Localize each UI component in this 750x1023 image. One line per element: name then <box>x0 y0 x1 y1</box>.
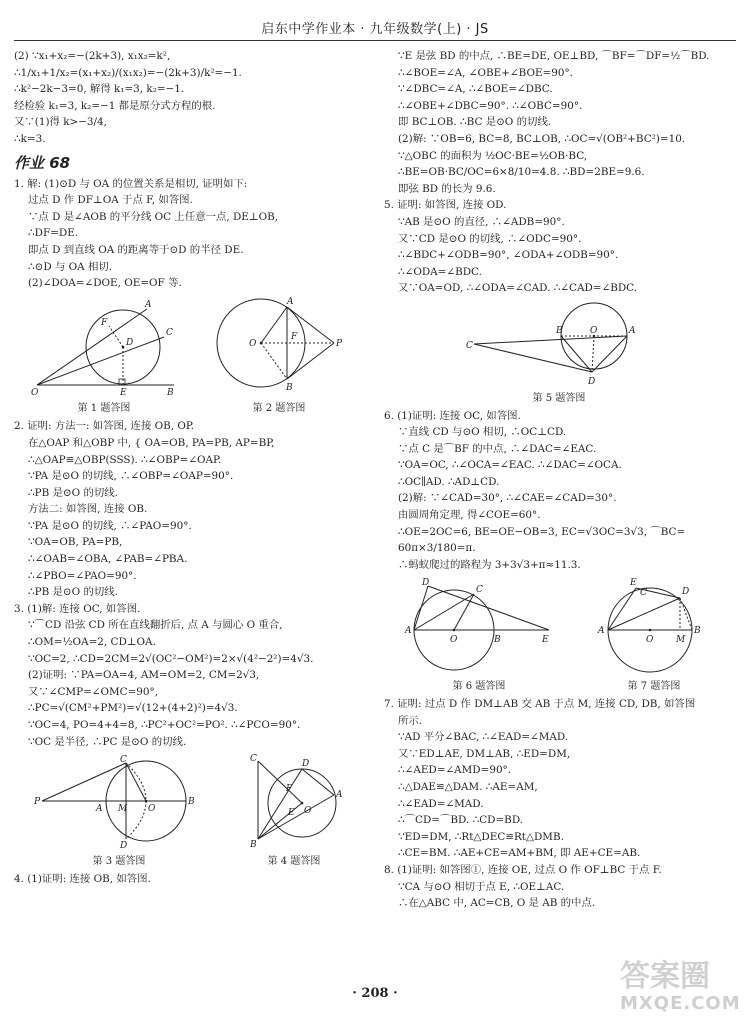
text-line: ∵∠DBC=∠A, ∴∠BOE=∠DBC. <box>398 83 553 96</box>
figure-1 <box>29 295 179 416</box>
svg-text:O: O <box>450 635 458 646</box>
text-line: ∵CA 与⊙O 相切于点 E, ∴OE⊥AC. <box>398 880 565 893</box>
svg-text:O: O <box>249 338 257 349</box>
svg-text:D: D <box>682 587 690 598</box>
text-line: ∴k²−2k−3=0, 解得 k₁=3, k₂=−1. <box>14 83 185 96</box>
text-line: ∴PC=√(CM²+PM²)=√(12+(4+2)²)=4√3. <box>28 702 238 715</box>
text-line: ∴∠OAB=∠OBA, ∠PAB=∠PBA. <box>28 553 188 566</box>
svg-text:M: M <box>118 804 128 815</box>
svg-text:B: B <box>556 325 563 336</box>
text-line: (2)解: ∵∠CAD=30°, ∴∠CAE=∠CAD=30°. <box>398 492 617 505</box>
figure-row-1-2 <box>14 295 364 416</box>
svg-text:B: B <box>250 840 257 850</box>
text-line: ∴∠OBE+∠DBC=90°. ∴∠OBC=90°. <box>398 99 583 112</box>
svg-text:O: O <box>646 635 654 646</box>
figure-2 <box>209 295 349 416</box>
svg-text:D: D <box>588 376 596 386</box>
svg-text:C: C <box>250 754 257 765</box>
svg-text:O: O <box>31 387 39 397</box>
figure-row-6-7 <box>384 576 734 693</box>
svg-text:A: A <box>336 790 343 801</box>
figure-3-diagram <box>34 753 204 849</box>
text-line: 又∵ED⊥AE, DM⊥AB, ∴ED=DM, <box>398 747 571 760</box>
figure-6 <box>404 576 554 693</box>
svg-text:E: E <box>542 635 549 646</box>
svg-text:C: C <box>640 588 647 599</box>
text-line: ∴⊙D 与 OA 相切. <box>28 260 113 273</box>
text-line: 又∵OA=OD, ∴∠ODA=∠CAD. ∴∠CAD=∠BDC. <box>398 282 638 295</box>
svg-text:A: A <box>629 325 636 336</box>
text-line: ∵AD 平分∠BAC, ∴∠EAD=∠MAD. <box>398 731 569 744</box>
svg-text:D: D <box>126 337 134 348</box>
right-column <box>384 48 734 912</box>
text-line: ∵PA 是⊙O 的切线, ∴∠OBP=∠OAP=90°. <box>28 470 234 483</box>
text-line: ∴△DAE≌△DAM. ∴AE=AM, <box>398 781 538 793</box>
text-line: ∴∠AED=∠AMD=90°. <box>398 764 512 777</box>
figure-6-diagram <box>404 576 554 674</box>
svg-text:B: B <box>494 635 501 646</box>
svg-text:C: C <box>466 340 473 351</box>
text-line: 6. (1)证明: 连接 OC, 如答图. <box>384 409 521 422</box>
text-line: (2)∠DOA=∠DOE, OE=OF 等. <box>28 277 182 290</box>
figure-3 <box>34 753 204 868</box>
figure-5-diagram <box>464 300 654 386</box>
watermark-text-top: 答案圈 <box>620 959 710 994</box>
text-line: ∵OA=OC, ∴∠OCA=∠EAC. ∴∠DAC=∠OCA. <box>398 459 622 472</box>
text-line: ∵AB 是⊙O 的直径, ∴∠ADB=90°. <box>398 215 565 228</box>
watermark-logo <box>620 961 740 1017</box>
figure-7-caption: 第 7 题答图 <box>627 681 681 693</box>
running-header: 启东中学作业本 · 九年级数学(上) · JS <box>261 22 489 37</box>
text-line: 即点 D 到直线 OA 的距离等于⊙D 的半径 DE. <box>28 243 244 256</box>
text-line: ∴BE=OB·BC/OC=6×8/10=4.8. ∴BD=2BE=9.6. <box>398 166 645 179</box>
text-line: ∵OA=OB, PA=PB, <box>28 536 123 549</box>
text-line: ∴⌒CD=⌒BD. ∴CD=BD. <box>398 814 524 827</box>
svg-text:O: O <box>590 325 598 336</box>
svg-text:F: F <box>101 317 108 328</box>
svg-text:O: O <box>304 806 312 817</box>
svg-text:A: A <box>405 626 412 637</box>
text-line: 又∵CD 是⊙O 的切线, ∴∠ODC=90°. <box>398 232 582 245</box>
text-line: 方法二: 如答图, 连接 OB. <box>28 503 148 516</box>
text-line: 4. (1)证明: 连接 OB, 如答图. <box>14 872 151 885</box>
text-line: 即 BC⊥OB. ∴BC 是⊙O 的切线. <box>398 116 552 129</box>
text-line: (2)解: ∵OB=6, BC=8, BC⊥OB, ∴OC=√(OB²+BC²)=10. <box>398 132 686 145</box>
figure-row-5 <box>384 300 734 405</box>
svg-text:B: B <box>694 626 701 637</box>
text-line: ∴∠ODA=∠BDC. <box>398 265 482 278</box>
text-line: 又∵∠CMP=∠OMC=90°, <box>28 685 159 698</box>
svg-text:D: D <box>302 759 310 770</box>
prev-answer-block <box>14 48 364 148</box>
text-line: ∵E 是弦 BD 的中点, ∴BE=DE, OE⊥BD, ⌒BF=⌒DF=½⌒BD. <box>398 50 710 62</box>
text-line: ∵ED=DM, ∴Rt△DEC≌Rt△DMB. <box>398 830 564 843</box>
svg-text:E: E <box>630 578 637 589</box>
page-number: · 208 · <box>352 986 398 1001</box>
question-6-block <box>384 408 734 574</box>
svg-text:E: E <box>288 808 295 819</box>
figure-1-diagram <box>29 295 179 397</box>
left-column <box>14 48 364 887</box>
figure-5 <box>464 300 654 405</box>
text-line: 在△OAP 和△OBP 中, { OA=OB, PA=PB, AP=BP, <box>28 436 275 449</box>
text-line: ∴k=3. <box>14 132 46 145</box>
svg-text:A: A <box>598 626 605 637</box>
svg-text:D: D <box>120 841 128 850</box>
svg-text:E: E <box>120 387 127 397</box>
svg-text:F: F <box>291 331 298 342</box>
svg-text:B: B <box>286 382 293 393</box>
text-line: ∴∠EAD=∠MAD. <box>398 797 484 810</box>
text-line: 经检验 k₁=3, k₂=−1 都是原分式方程的根. <box>14 99 216 112</box>
svg-text:A: A <box>287 296 294 307</box>
figure-4-caption: 第 4 题答图 <box>267 855 321 867</box>
figure-3-caption: 第 3 题答图 <box>92 855 146 867</box>
text-line: 2. 证明: 方法一: 如答图, 连接 OB, OP. <box>14 420 195 433</box>
text-line: ∴1/x₁+1/x₂=(x₁+x₂)/(x₁x₂)=−(2k+3)/k²=−1. <box>14 66 242 79</box>
question-2-3-block <box>14 418 364 750</box>
text-line: ∴PB 是⊙O 的切线. <box>28 486 118 499</box>
text-line: 5. 证明: 如答图, 连接 OD. <box>384 199 507 212</box>
text-line: 由圆周角定理, 得∠COE=60°. <box>398 509 541 522</box>
figure-6-caption: 第 6 题答图 <box>452 681 506 693</box>
text-line: ∴在△ABC 中, AC=CB, O 是 AB 的中点. <box>398 897 596 910</box>
text-line: ∴∠BOE=∠A, ∠OBE+∠BOE=90°. <box>398 66 573 79</box>
svg-text:A: A <box>96 804 103 815</box>
text-line: ∴PB 是⊙O 的切线. <box>28 586 118 599</box>
text-line: (2)证明: ∵PA=OA=4, AM=OM=2, CM=2√3, <box>28 669 260 682</box>
text-line: ∴∠BDC+∠ODB=90°, ∠ODA+∠ODB=90°. <box>398 249 619 262</box>
svg-text:F: F <box>286 784 293 795</box>
text-line: 又∵(1)得 k>−3/4, <box>14 116 107 129</box>
text-line: ∵点 C 是⌒BF 的中点, ∴∠DAC=∠EAC. <box>398 442 597 455</box>
text-line: ∵OC=2, ∴CD=2CM=2√(OC²−OM²)=2×√(4²−2²)=4√3. <box>28 652 314 665</box>
text-line: 3. (1)解: 连接 OC, 如答图. <box>14 602 141 615</box>
text-line: ∴OM=½OA=2, CD⊥OA. <box>28 636 156 649</box>
svg-text:B: B <box>167 387 174 397</box>
figure-row-3-4 <box>14 753 364 868</box>
text-line: ∴△OAP≌△OBP(SSS). ∴∠OBP=∠OAP. <box>28 453 222 466</box>
text-line: ∵OC=4, PO=4+4=8, ∴PC²+OC²=PO². ∴∠PCO=90°. <box>28 719 301 731</box>
text-line: 8. (1)证明: 如答图①, 连接 OE, 过点 O 作 OF⊥BC 于点 F. <box>384 863 662 876</box>
text-line: ∴DF=DE. <box>28 227 79 240</box>
watermark-text-bottom: MXQE.COM <box>620 993 741 1014</box>
svg-text:B: B <box>188 797 195 808</box>
text-line: 过点 D 作 DF⊥OA 于点 F, 如答图. <box>28 194 193 207</box>
text-line: ∵直线 CD 与⊙O 相切, ∴OC⊥CD. <box>398 426 567 439</box>
homework-title: 作业 68 <box>14 153 71 172</box>
svg-text:D: D <box>422 578 430 589</box>
svg-text:P: P <box>34 797 41 808</box>
text-line: 即弦 BD 的长为 9.6. <box>398 182 496 195</box>
figure-7 <box>594 576 714 693</box>
header-rule <box>14 40 736 41</box>
text-line: 60π×3/180=π. <box>398 542 476 555</box>
svg-text:P: P <box>336 338 343 349</box>
figure-2-diagram <box>209 295 349 397</box>
figure-2-caption: 第 2 题答图 <box>252 403 306 415</box>
figure-1-caption: 第 1 题答图 <box>77 403 131 415</box>
question-7-8-block <box>384 696 734 912</box>
text-line: ∵点 D 是∠AOB 的平分线 OC 上任意一点, DE⊥OB, <box>28 210 279 223</box>
svg-text:M: M <box>676 635 686 646</box>
text-line: ∵△OBC 的面积为 ½OC·BE=½OB·BC, <box>398 149 588 162</box>
text-line: ∴CE=BM. ∴AE+CE=AM+BM, 即 AE+CE=AB. <box>398 847 641 860</box>
svg-text:O: O <box>148 804 156 815</box>
question-4-5-block <box>384 48 734 297</box>
text-line: ∵PA 是⊙O 的切线, ∴∠PAO=90°. <box>28 519 192 532</box>
figure-7-diagram <box>594 576 714 674</box>
question-1-block <box>14 176 364 292</box>
figure-4 <box>244 753 344 868</box>
svg-text:C: C <box>166 327 173 338</box>
svg-text:A: A <box>145 299 152 310</box>
text-line: ∴∠PBO=∠PAO=90°. <box>28 569 137 582</box>
text-line: ∴OC∥AD. ∴AD⊥CD. <box>398 475 500 488</box>
figure-5-caption: 第 5 题答图 <box>532 392 586 404</box>
text-line: ∴蚂蚁爬过的路程为 3+3√3+π≈11.3. <box>398 558 581 571</box>
text-line: ∴OE=2OC=6, BE=OE−OB=3, EC=√3OC=3√3, ⌒BC= <box>398 525 686 538</box>
text-line: 1. 解: (1)⊙D 与 OA 的位置关系是相切, 证明如下: <box>14 177 248 190</box>
svg-text:C: C <box>120 755 127 766</box>
figure-4-diagram <box>244 753 344 849</box>
text-line: 7. 证明: 过点 D 作 DM⊥AB 交 AB 于点 M, 连接 CD, DB, 如答图 <box>384 698 696 711</box>
text-line: ∵⌒CD 沿弦 CD 所在直线翻折后, 点 A 与圆心 O 重合, <box>28 619 283 632</box>
text-line: 所示. <box>398 714 423 727</box>
text-line: (2) ∵x₁+x₂=−(2k+3), x₁x₂=k², <box>14 50 171 62</box>
text-line: ∵OC 是半径, ∴PC 是⊙O 的切线. <box>28 735 187 748</box>
svg-text:C: C <box>476 585 483 596</box>
